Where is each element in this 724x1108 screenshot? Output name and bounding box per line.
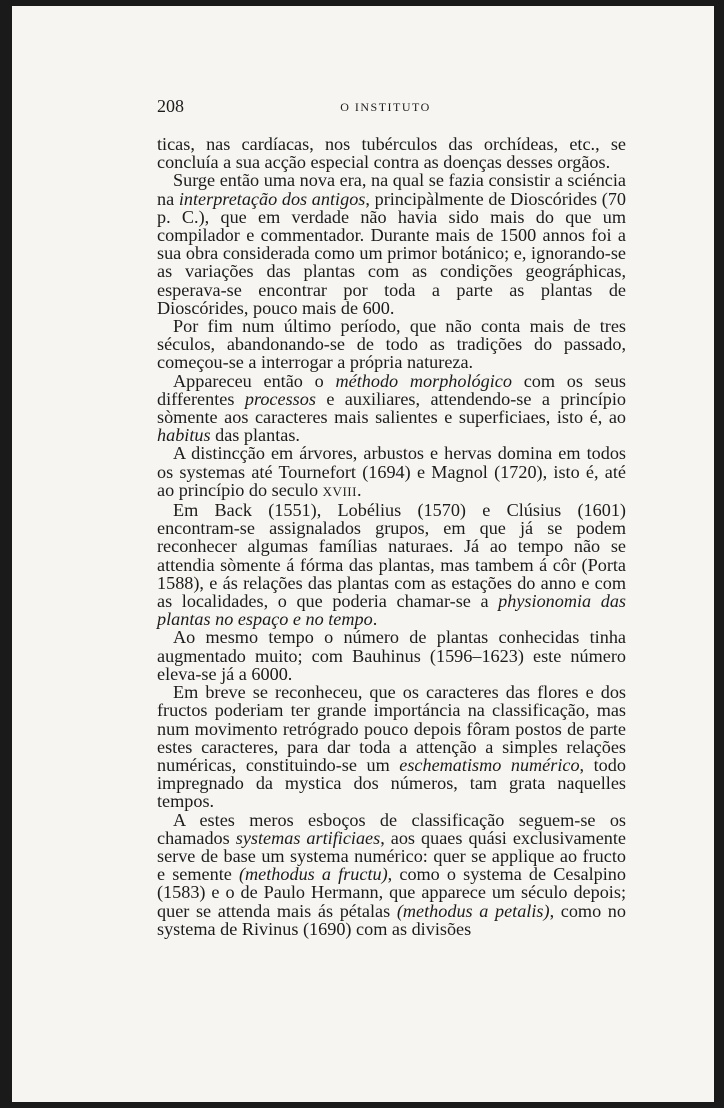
- page-number: 208: [157, 96, 184, 116]
- paragraph: A distincção em árvores, arbustos e hervas domina em todos os systemas até Tournefort (1694) e Magnol (1720), isto é, até ao princípio do seculo XVIII.: [157, 443, 626, 500]
- italic-phrase: processos: [244, 388, 316, 409]
- book-page: [12, 6, 714, 1102]
- paragraph: Por fim num último período, que não conta mais de tres séculos, abandonando-se de todo as tradições do passado, começou-se a interrogar a própria natureza.: [157, 316, 626, 373]
- paragraph: Em Back (1551), Lobélius (1570) e Clúsius (1601) encontram-se assignalados grupos, em que já se podem reconhecer algumas famílias naturaes. Já ao tempo não se attendia sòmente á fórma das plantas, mas tambem á côr (Porta 1588), e ás relações das plantas com as estações do anno e com as localidades, o que poderia chamar-se a physionomia das plantas no espaço e no tempo.: [157, 500, 627, 630]
- italic-phrase: eschematismo numérico: [399, 754, 580, 775]
- italic-phrase: (methodus a fructu): [238, 864, 388, 885]
- italic-phrase: physionomia das plantas no espaço e no tempo: [157, 591, 627, 630]
- running-title: O INSTITUTO: [340, 100, 431, 114]
- paragraph: ticas, nas cardíacas, nos tubérculos das orchídeas, etc., se concluía a sua acção especial contra as doenças desses orgãos.: [157, 134, 626, 173]
- paragraph: Surge então uma nova era, na qual se fazia consistir a sciéncia na interpretação dos antigos, principàlmente de Dioscórides (70 p. C.), que em verdade não havia sido mais do que um compilador e commentador. Durante mais de 1500 annos foi a sua obra considerada como um primor botánico; e, ignorando-se as variações das plantas com as condições geográphicas, esperava-se encontrar por toda a parte as plantas de Dioscórides, pouco mais de 600.: [157, 170, 627, 318]
- italic-phrase: interpretação dos antigos: [178, 188, 366, 209]
- small-caps-numeral: XVIII: [322, 483, 357, 499]
- paragraph: Ao mesmo tempo o número de plantas conhecidas tinha augmentado muito; com Bauhinus (1596–1623) este número eleva-se já a 6000.: [157, 627, 626, 684]
- paragraph: Em breve se reconheceu, que os caracteres das flores e dos fructos poderiam ter grande importáncia na classificação, mas num movimento retrógrado pouco depois fôram postos de parte estes caracteres, para dar toda a attenção a simples relações numéricas, constituindo-se um eschematismo numérico, todo impregnado da mystica dos números, tam grata naquelles tempos.: [157, 682, 626, 812]
- italic-phrase: habitus: [157, 425, 211, 446]
- body-text: [157, 135, 626, 938]
- italic-phrase: méthodo morphológico: [335, 370, 512, 391]
- page-header: [157, 95, 614, 117]
- italic-phrase: systemas artificiaes: [235, 827, 381, 848]
- italic-phrase: (methodus a petalis): [396, 900, 550, 921]
- paragraph: Appareceu então o méthodo morphológico com os seus differentes processos e auxiliares, attendendo-se a princípio sòmente aos caracteres mais salientes e superficiaes, isto é, ao habitus das plantas.: [157, 370, 626, 446]
- paragraph: A estes meros esboços de classificação seguem-se os chamados systemas artificiaes, aos quaes quási exclusivamente serve de base um systema numérico: quer se applique ao fructo e semente (methodus a fructu), como o systema de Cesalpino (1583) e o de Paulo Hermann, que apparece um século depois; quer se attenda mais ás pétalas (methodus a petalis), como no systema de Rivinus (1690) com as divisões: [157, 809, 626, 939]
